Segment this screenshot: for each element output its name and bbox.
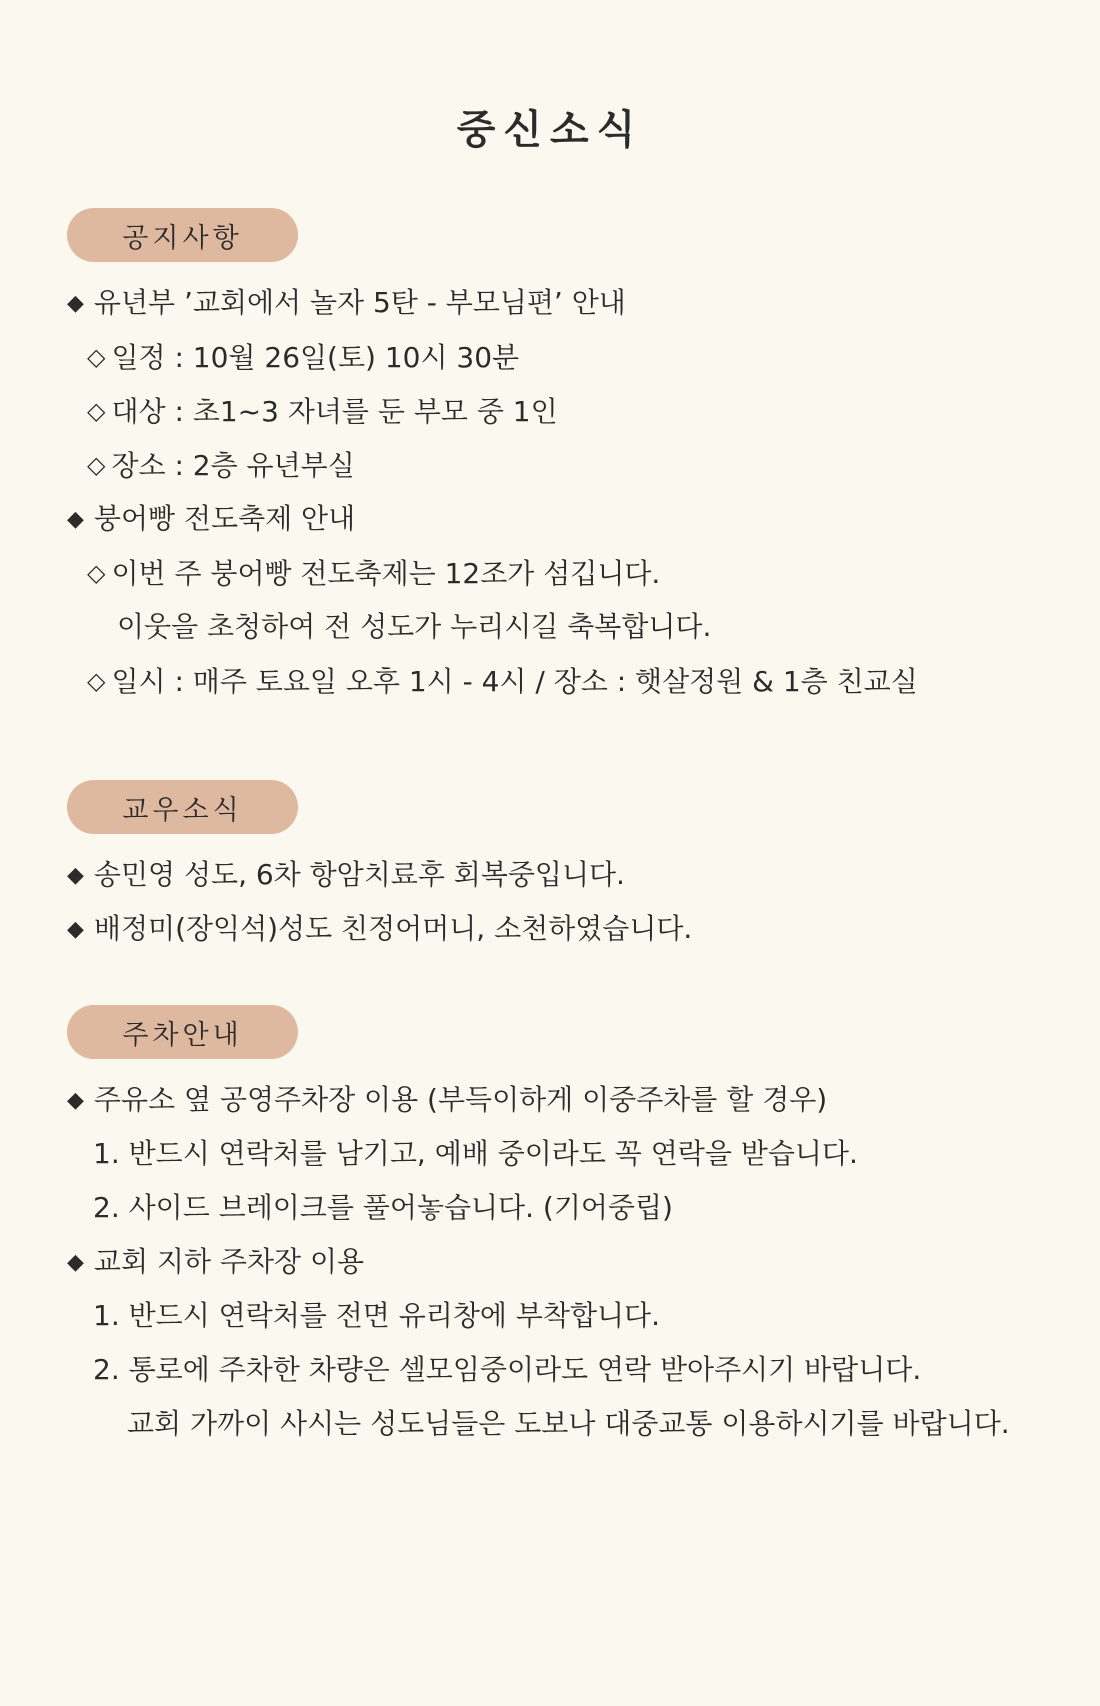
list-item: [67, 276, 1057, 330]
list-item-text: 2. 통로에 주차한 차량은 셀모임중이라도 연락 받아주시기 바랍니다.: [93, 1353, 922, 1386]
hollow-diamond-icon: ◇: [87, 343, 106, 371]
list-item: [67, 848, 1057, 902]
hollow-diamond-icon: ◇: [87, 451, 106, 479]
filled-diamond-icon: ◆: [67, 863, 84, 888]
numbered-item: [67, 1343, 1057, 1397]
section-parking: [67, 1005, 1057, 1451]
list-item: [67, 384, 1057, 438]
list-item-text: 송민영 성도, 6차 항암치료후 회복중입니다.: [93, 858, 625, 891]
list-item: [67, 546, 1057, 600]
list-item-text: 교회 지하 주차장 이용: [93, 1245, 365, 1278]
section-notices: [67, 208, 1057, 708]
filled-diamond-icon: ◆: [67, 1088, 84, 1113]
section-heading-notices: 공지사항: [67, 208, 298, 262]
filled-diamond-icon: ◆: [67, 1250, 84, 1275]
filled-diamond-icon: ◆: [67, 917, 84, 942]
list-item-text: 이번 주 붕어빵 전도축제는 12조가 섬깁니다.: [111, 557, 661, 590]
list-item-text: 2. 사이드 브레이크를 풀어놓습니다. (기어중립): [93, 1191, 673, 1224]
section-member-news: [67, 780, 1057, 956]
list-item-text: 붕어빵 전도축제 안내: [93, 502, 356, 535]
list-item-text: 유년부 ’교회에서 놀자 5탄 - 부모님편’ 안내: [93, 286, 626, 319]
list-item-text: 대상 : 초1~3 자녀를 둔 부모 중 1인: [111, 395, 558, 428]
list-item-continuation: [67, 1397, 1057, 1451]
hollow-diamond-icon: ◇: [87, 397, 106, 425]
list-item-continuation: [67, 600, 1057, 654]
numbered-item: [67, 1181, 1057, 1235]
list-item-text: 배정미(장익석)성도 친정어머니, 소천하였습니다.: [93, 912, 693, 945]
list-item-text: 1. 반드시 연락처를 남기고, 예배 중이라도 꼭 연락을 받습니다.: [93, 1137, 858, 1170]
list-item-text: 일정 : 10월 26일(토) 10시 30분: [111, 341, 520, 374]
list-item: [67, 902, 1057, 956]
list-item: [67, 1073, 1057, 1127]
hollow-diamond-icon: ◇: [87, 667, 106, 695]
numbered-item: [67, 1289, 1057, 1343]
list-item-text: 이웃을 초청하여 전 성도가 누리시길 축복합니다.: [117, 610, 712, 643]
section-heading-member-news: 교우소식: [67, 780, 298, 834]
list-item: [67, 654, 1057, 708]
page-title: 중신소식: [456, 107, 644, 153]
list-item-text: 장소 : 2층 유년부실: [111, 449, 355, 482]
list-item-text: 교회 가까이 사시는 성도님들은 도보나 대중교통 이용하시기를 바랍니다.: [127, 1407, 1010, 1440]
list-item-text: 주유소 옆 공영주차장 이용 (부득이하게 이중주차를 할 경우): [93, 1083, 828, 1116]
hollow-diamond-icon: ◇: [87, 559, 106, 587]
list-item: [67, 492, 1057, 546]
list-item: [67, 330, 1057, 384]
list-item: [67, 438, 1057, 492]
list-item-text: 1. 반드시 연락처를 전면 유리창에 부착합니다.: [93, 1299, 660, 1332]
numbered-item: [67, 1127, 1057, 1181]
list-item: [67, 1235, 1057, 1289]
filled-diamond-icon: ◆: [67, 507, 84, 532]
filled-diamond-icon: ◆: [67, 291, 84, 316]
section-heading-parking: 주차안내: [67, 1005, 298, 1059]
list-item-text: 일시 : 매주 토요일 오후 1시 - 4시 / 장소 : 햇살정원 & 1층 친교실: [111, 665, 918, 698]
